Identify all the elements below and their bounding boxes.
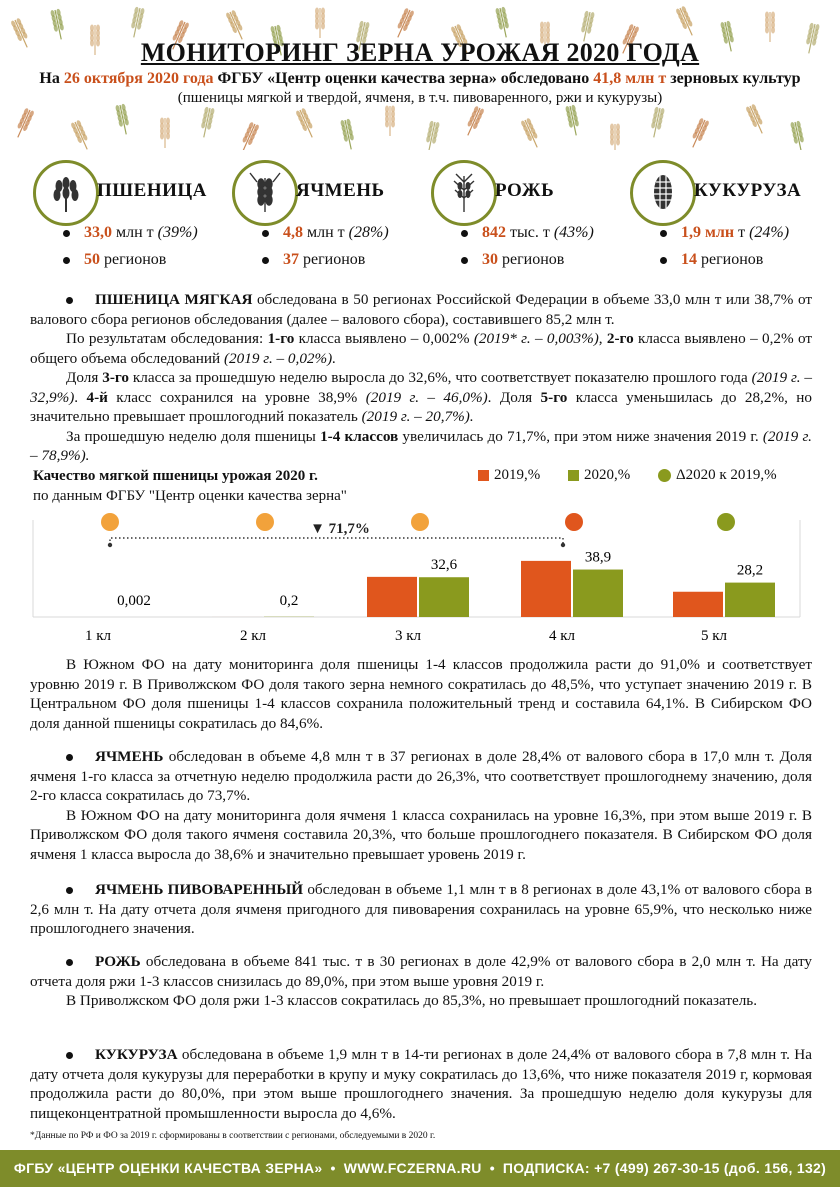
section-heading: ПШЕНИЦА МЯГКАЯ xyxy=(95,291,253,308)
class-1-4-annotation: ▼ 71,7% xyxy=(310,521,370,537)
section-heading: ЯЧМЕНЬ xyxy=(95,748,164,765)
survey-total: 41,8 млн т xyxy=(593,70,667,87)
rye-section: РОЖЬ обследована в объеме 841 тыс. т в 30 регионах в доле 42,9% от валового сбора в 2,0 млн т. На дату отчета доля ржи 1-3 классов снизилась до 89,0%, при этом выше уровня 2019 г. В Приволжском ФО доля ржи 1-3 классов сократилась до 85,3%, но превышает прошлогодний показатель. xyxy=(30,953,812,1009)
bar-value-label: 38,9 xyxy=(584,549,612,566)
section-heading: РОЖЬ xyxy=(95,953,141,970)
rye-icon xyxy=(431,160,497,226)
wheat-quality-chart xyxy=(0,500,840,670)
survey-date: 26 октября 2020 года xyxy=(63,70,214,87)
x-tick-label: 3 кл xyxy=(394,628,422,644)
delta-marker xyxy=(101,513,119,531)
bar-2020 xyxy=(725,583,775,617)
crop-regions: 37 регионов xyxy=(262,251,365,269)
x-tick-label: 4 кл xyxy=(548,628,576,644)
footer-subscribe: ПОДПИСКА: +7 (499) 267-30-15 (доб. 156, 132) xyxy=(502,1160,827,1176)
chart-subtitle: по данным ФГБУ "Центр оценки качества зерна" xyxy=(33,488,347,504)
bracket-end xyxy=(561,543,565,547)
bar-2019 xyxy=(521,561,571,617)
delta-marker xyxy=(411,513,429,531)
bracket-end xyxy=(108,543,112,547)
delta-marker xyxy=(565,513,583,531)
crop-amount: 842 тыс. т (43%) xyxy=(461,224,594,242)
crop-amount: 33,0 млн т (39%) xyxy=(63,224,198,242)
x-tick-label: 2 кл xyxy=(239,628,267,644)
crop-name: ЯЧМЕНЬ xyxy=(296,180,385,201)
wheat-section: ПШЕНИЦА МЯГКАЯ обследована в 50 регионах Российской Федерации в объеме 33,0 млн т или 38,7% от валового сбора регионов обследования (далее – валового сбора), составившего 85,2 млн т. По результатам обследования: 1-го класса выявлено – 0,002% (2019* г. – 0,003%), 2-го класса выявлено – 0,2% от общего объема обследований (2019 г. – 0,02%). Доля 3-го класса за прошедшую неделю выросла до 32,6%, что соответствует показателю прошлого года (2019 г. – 32,9%). 4-й класс сохранился на уровне 38,9% (2019 г. – 46,0%). Доля 5-го класса уменьшилась до 28,2%, но значительно превышает прошлогодний показатель (2019 г. – 20,7%). За прошедшую неделю доля пшеницы 1-4 классов увеличилась до 71,7%, при этом ниже значения 2019 г. (2019 г. – 78,9%). xyxy=(30,291,812,464)
crop-amount: 1,9 млн т (24%) xyxy=(660,224,789,242)
x-tick-label: 5 кл xyxy=(700,628,728,644)
bar-value-label: 0,2 xyxy=(279,593,299,609)
bar-2019 xyxy=(673,592,723,617)
footnote: *Данные по РФ и ФО за 2019 г. сформированы в соответствии с регионами, обследуемыми в 2020 г. xyxy=(30,1131,436,1141)
page-title: МОНИТОРИНГ ЗЕРНА УРОЖАЯ 2020 ГОДА xyxy=(140,38,700,67)
x-tick-label: 1 кл xyxy=(84,628,112,644)
crop-amount: 4,8 млн т (28%) xyxy=(262,224,389,242)
crop-regions: 30 регионов xyxy=(461,251,564,269)
bar-value-label: 28,2 xyxy=(736,562,764,579)
bar-2020 xyxy=(573,570,623,617)
crop-regions: 50 регионов xyxy=(63,251,166,269)
footer-website-link[interactable]: WWW.FCZERNA.RU xyxy=(343,1160,482,1176)
barley-section: ЯЧМЕНЬ обследован в объеме 4,8 млн т в 37 регионах в доле 28,4% от валового сбора в 17,0 млн т. Доля ячменя 1-го класса за отчетную неделю продолжила расти до 26,3%, что соответствует прошлогоднему значению, доля 2-го класса сократилась до 73,7%. В Южном ФО на дату мониторинга доля ячменя 1 класса сохранилась на уровне 16,3%, при этом выше 2019 г. В Приволжском ФО доля такого ячменя составила 20,3%, что больше прошлогоднего показателя. В Сибирском ФО доля ячменя 1 класса выросла до 38,6% и значительно превышает уровень 2019 г. xyxy=(30,748,812,863)
survey-summary: На 26 октября 2020 года ФГБУ «Центр оценки качества зерна» обследовано 41,8 млн т зерновых культур xyxy=(39,70,801,87)
crop-card-corn xyxy=(630,160,830,270)
crop-name: ПШЕНИЦА xyxy=(97,180,207,201)
regions-paragraph: В Южном ФО на дату мониторинга доля пшеницы 1-4 классов продолжила расти до 91,0% и соответствует уровню 2019 г. В Приволжском ФО доля такого зерна немного сократилась до 48,5%, что уступает значению 2019 г. В Центральном ФО доля пшеницы 1-4 классов сохранила положительный тренд и составила 64,1%. В Сибирском ФО доля данной пшеницы сократилась до 84,6%. xyxy=(30,656,812,732)
brewing-barley-section: ЯЧМЕНЬ ПИВОВАРЕННЫЙ обследован в объеме 1,1 млн т в 8 регионах в доле 43,1% от валового сбора в 2,6 млн т. На дату отчета доля ячменя пригодного для пивоварения сохранилась на уровне 65,9%, что несколько ниже прошлогоднего значения. xyxy=(30,881,812,937)
delta-marker xyxy=(717,513,735,531)
crop-card-rye xyxy=(431,160,631,270)
footer-bar: ФГБУ «ЦЕНТР ОЦЕНКИ КАЧЕСТВА ЗЕРНА» • WWW.FCZERNA.RU • ПОДПИСКА: +7 (499) 267-30-15 (доб. 156, 132) xyxy=(0,1150,840,1187)
bar-2020 xyxy=(419,577,469,617)
crop-card-wheat xyxy=(33,160,233,270)
delta-marker xyxy=(256,513,274,531)
section-heading: КУКУРУЗА xyxy=(95,1046,178,1063)
regions-section xyxy=(30,655,812,733)
crop-name: КУКУРУЗА xyxy=(694,180,802,201)
legend-delta: Δ2020 к 2019,% xyxy=(658,467,777,484)
legend-2020: 2020,% xyxy=(568,467,630,484)
corn-section: КУКУРУЗА обследована в объеме 1,9 млн т в 14-ти регионах в доле 24,4% от валового сбора в 7,8 млн т. На дату отчета доля кукурузы для переработки в крупу и муку сократилась до 13,6%, что ниже показателя 2019 г, кормовая продолжила расти до 80,0%, при этом выше прошлогоднего значения. За прошедшую неделю доля кукурузы для пищеконцентратной промышленности выросла до 4,6%. xyxy=(30,1046,812,1122)
bar-value-label: 0,002 xyxy=(117,593,151,609)
section-heading: ЯЧМЕНЬ ПИВОВАРЕННЫЙ xyxy=(95,881,304,898)
bar-value-label: 32,6 xyxy=(430,557,458,574)
barley-icon xyxy=(232,160,298,226)
crop-regions: 14 регионов xyxy=(660,251,763,269)
crop-card-barley xyxy=(232,160,432,270)
crop-name: РОЖЬ xyxy=(495,180,555,201)
chart-title: Качество мягкой пшеницы урожая 2020 г. xyxy=(33,468,318,484)
footer-org: ФГБУ «ЦЕНТР ОЦЕНКИ КАЧЕСТВА ЗЕРНА» xyxy=(13,1160,323,1176)
corn-icon xyxy=(630,160,696,226)
class-1-4-bracket xyxy=(110,538,563,545)
survey-crops-note: (пшеницы мягкой и твердой, ячменя, в т.ч. пивоваренного, ржи и кукурузы) xyxy=(177,90,663,106)
wheat-icon xyxy=(33,160,99,226)
legend-2019: 2019,% xyxy=(478,467,540,484)
bar-2019 xyxy=(367,577,417,617)
